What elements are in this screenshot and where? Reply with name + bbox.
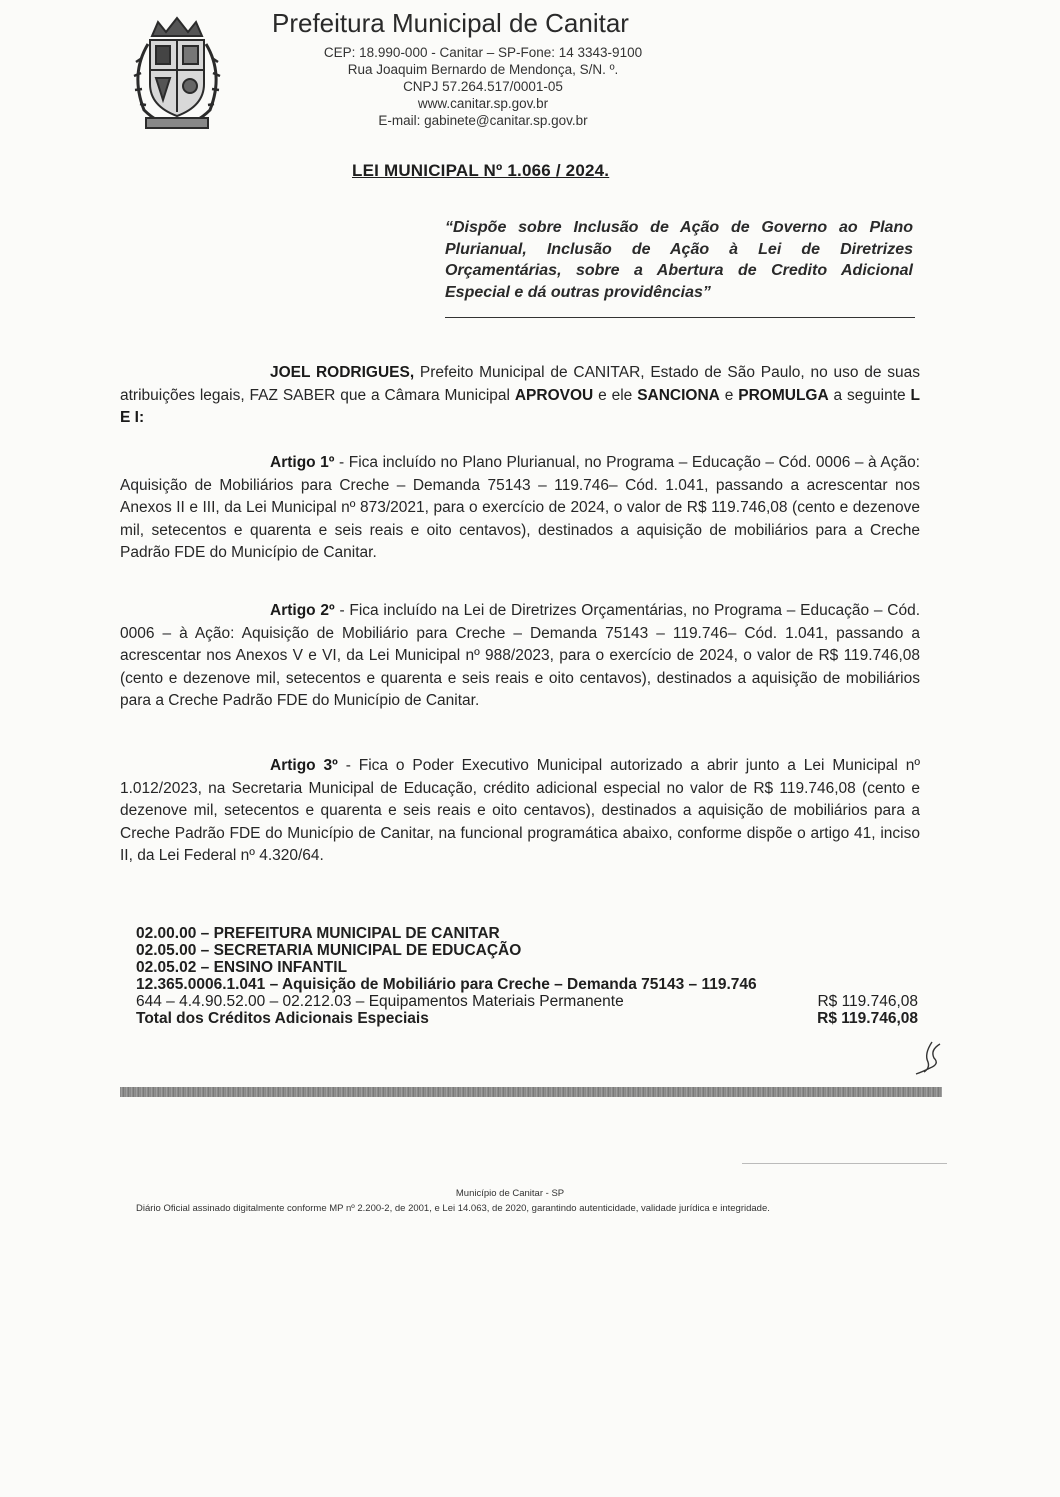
budget-line-secretaria: 02.05.00 – SECRETARIA MUNICIPAL DE EDUCAÇÃO	[136, 942, 522, 959]
preamble-aprovou: APROVOU	[514, 386, 594, 404]
preamble-paragraph	[120, 362, 920, 430]
article-label: Artigo 3º	[270, 757, 338, 774]
preamble-promulga: PROMULGA	[738, 386, 829, 404]
article-text: - Fica o Poder Executivo Municipal autorizado a abrir junto a Lei Municipal nº 1.012/2023, na Secretaria Municipal de Educação, crédito adicional especial no valor de R$ 119.746,08 (cento e dezenove mil, setecentos e quarenta e seis reais e oito centavos), destinados a aquisição de mobiliários para a Creche Padrão FDE do Município de Canitar, na funcional programática abaixo, conforme dispõe o artigo 41, inciso II, da Lei Federal nº 4.320/64.	[120, 757, 921, 864]
preamble-text: Prefeito Municipal de CANITAR, Estado de São Paulo, no uso de suas atribuições legais, FAZ SABER que a Câmara Municipal	[120, 364, 920, 404]
budget-total-amount: R$ 119.746,08	[817, 1010, 918, 1027]
law-summary: “Dispõe sobre Inclusão de Ação de Governo ao Plano Plurianual, Inclusão de Ação à Lei de Diretrizes Orçamentárias, sobre a Abertura de Credito Adicional Especial e dá outras providências”	[445, 219, 913, 301]
budget-line-prefeitura: 02.00.00 – PREFEITURA MUNICIPAL DE CANITAR	[136, 925, 500, 942]
article-text: - Fica incluído na Lei de Diretrizes Orçamentárias, no Programa – Educação – Cód. 0006 – à Ação: Aquisição de Mobiliário para Creche – Demanda 75143 – 119.746– Cód. 1.041, passando a acrescentar nos Anexos V e VI, da Lei Municipal nº 988/2023, para o exercício de 2024, o valor de R$ 119.746,08 (cento e dezenove mil, setecentos e quarenta e seis reais e oito centavos), destinados a aquisição de mobiliários para a Creche Padrão FDE do Município de Canitar.	[120, 602, 921, 709]
municipal-coat-of-arms-icon	[122, 14, 232, 134]
footer-thin-line	[742, 1163, 947, 1164]
mayor-name: JOEL RODRIGUES,	[270, 364, 415, 381]
header-cnpj: CNPJ 57.264.517/0001-05	[403, 79, 563, 94]
header-address: Rua Joaquim Bernardo de Mendonça, S/N. º.	[347, 62, 619, 77]
article-label: Artigo 1º	[270, 454, 335, 471]
preamble-text: e ele	[593, 386, 638, 404]
article-3	[120, 755, 920, 868]
preamble-text: e	[719, 386, 739, 404]
budget-line-ensino: 02.05.02 – ENSINO INFANTIL	[136, 959, 348, 976]
budget-elemento-label: 644 – 4.4.90.52.00 – 02.212.03 – Equipamentos Materiais Permanente	[136, 993, 624, 1010]
budget-elemento-amount: R$ 119.746,08	[817, 993, 918, 1010]
article-label: Artigo 2º	[270, 602, 335, 619]
budget-total	[136, 1010, 926, 1027]
header-title: Prefeitura Municipal de Canitar	[272, 8, 629, 38]
header-email: E-mail: gabinete@canitar.sp.gov.br	[378, 113, 588, 128]
footer-digital-signature-note: Diário Oficial assinado digitalmente conforme MP nº 2.200-2, de 2001, e Lei 14.063, de 2020, garantindo autenticidade, validade jurídica e integridade.	[136, 1203, 770, 1214]
budget-line-elemento	[136, 993, 926, 1010]
header-contact-block	[268, 44, 698, 129]
initials-signature-icon	[910, 1038, 950, 1078]
article-text: - Fica incluído no Plano Plurianual, no Programa – Educação – Cód. 0006 – à Ação: Aquisição de Mobiliários para Creche – Demanda 75143 – 119.746– Cód. 1.041, passando a acrescentar nos Anexos II e III, da Lei Municipal nº 873/2021, para o exercício de 2024, o valor de R$ 119.746,08 (cento e dezenove mil, setecentos e quarenta e seis reais e oito centavos), destinados a aquisição de mobiliários para a Creche Padrão FDE do Município de Canitar.	[120, 454, 920, 561]
summary-underline	[445, 317, 915, 318]
preamble-lei: L E I:	[120, 386, 921, 426]
law-title: LEI MUNICIPAL Nº 1.066 / 2024.	[352, 161, 610, 180]
budget-allocation-block	[136, 925, 926, 1027]
header-website: www.canitar.sp.gov.br	[417, 96, 549, 111]
header-cep-phone: CEP: 18.990-000 - Canitar – SP-Fone: 14 3343-9100	[323, 45, 643, 60]
article-1	[120, 452, 920, 565]
footer-divider-band	[120, 1087, 942, 1097]
budget-total-label: Total dos Créditos Adicionais Especiais	[136, 1010, 429, 1027]
article-2	[120, 600, 920, 713]
preamble-sanciona: SANCIONA	[637, 386, 720, 404]
budget-line-acao: 12.365.0006.1.041 – Aquisição de Mobiliário para Creche – Demanda 75143 – 119.746	[136, 976, 757, 993]
footer-municipality: Município de Canitar - SP	[455, 1188, 565, 1199]
preamble-text: a seguinte	[828, 386, 911, 404]
